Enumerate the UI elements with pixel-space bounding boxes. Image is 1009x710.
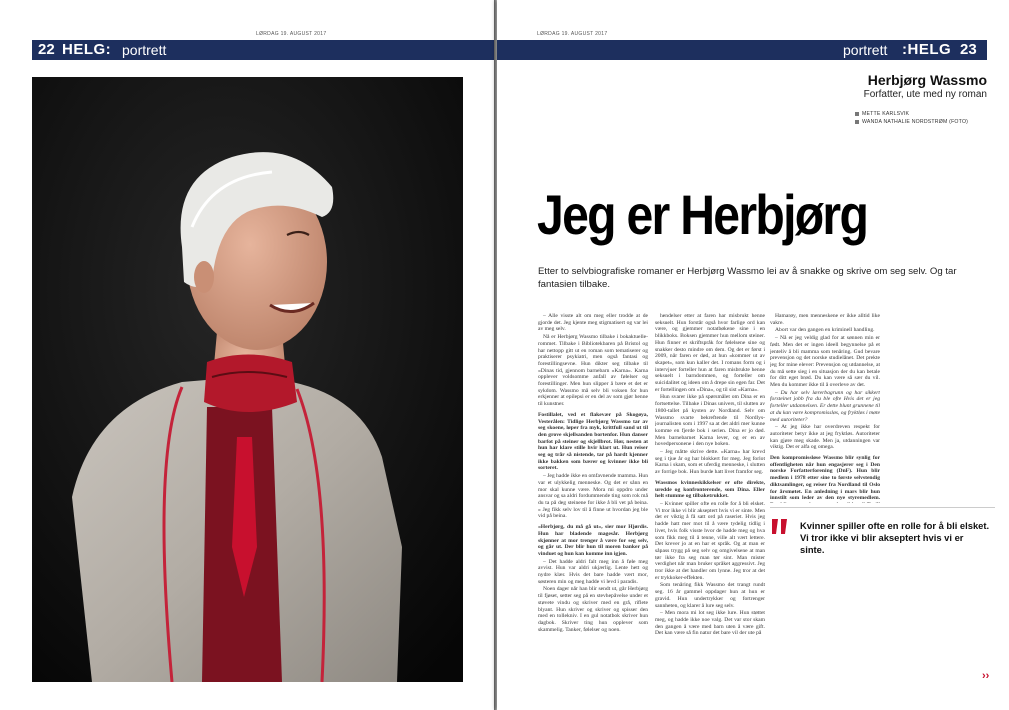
pull-quote-text: Kvinner spiller ofte en rolle for å bli elsket. Vi tror ikke vi blir akseptert hvis vi er sinte. <box>800 520 990 555</box>
page-number: 23 <box>960 41 977 58</box>
article-paragraph: Hun svarer ikke på spørsmålet om Dina er en fortsettelse. Tilbake i Dinas univers, til slutten av 1800-tallet på kysten av Nordland. Selv om Wassmo svarte bekreftende til Nordlys-journalisten som i 1997 sa at det aldri mer kunne komme en fjerde bok i serien. Dina er jo død. Men barnebarnet Karna lever, og er en av hovedpersonene i den nye boken. <box>655 394 765 448</box>
article-paragraph: Den kompromissløse Wassmo blir synlig for offentligheten når hun engasjerer seg i Den norske Forfatterforening (DnF). Hun blir medlem i 1978 etter sine to første selvstendig diktsamlinger, og reiser fra Nordland til Oslo for årsmøtet. En anledning i mars blir hun innstilt som leder av den nye styremedlem. <box>770 455 880 502</box>
article-column-2 <box>655 313 765 703</box>
headline: Jeg er Herbjørg <box>537 183 868 246</box>
section-brand: :HELG <box>902 41 952 58</box>
article-paragraph: – Alle visste alt om meg eller trodde at de gjorde det. Jeg kjente meg stigmatisert og var lei av meg selv. <box>538 313 648 333</box>
pull-quote <box>770 507 995 568</box>
article-paragraph: – Det hadde aldri falt meg inn å føle meg avvist. Hun var aldri ukjærlig. Lente hett og nydre klær. Hvis det bare hadde vært mor, søsteren min og meg hadde vi levd i paradis. <box>538 558 648 585</box>
article-column-1 <box>538 313 648 703</box>
author-credit: METTE KARLSVIK <box>855 111 909 117</box>
dateline: LØRDAG 19. AUGUST 2017 <box>537 31 608 37</box>
article-paragraph: Noen dager når han blir sendt ut, går Herbjørg til fjøset, setter seg på en stevhepåvelse under et støvete vindu og skriver med en grå, riflete blyant. Hun skriver og skriver og spisser den med en tollekniv. I en gul notatbok skriver hun dagbok. Skriver ting hun opplever som skammelig. Tanker, følelser og noen. <box>538 586 648 633</box>
article-paragraph: «Herbjørg, du må gå ut», sier mor Hjørdis. Hun har bladende magesår. Herbjørg skjønner at mor trenger å være for seg selv, og går ut. Der blir hun til moren banker på vinduet og hun kan komme inn igjen. <box>538 524 648 557</box>
article-paragraph: – Jeg måtte skrive dette. «Karna» har krevd seg i tjue år og har blokkert for meg. Jeg forlot Karna i skam, som et uferdig menneske, i slutten av forrige bok. Hun burde hatt livet framfor seg. <box>655 449 765 476</box>
portrait-illustration <box>32 77 463 682</box>
photo-credit: WANDA NATHALIE NORDSTRØM (FOTO) <box>855 119 968 125</box>
article-paragraph: Som tenåring fikk Wassmo det trangt rundt seg. 16 år gammel oppdager hun at hun er gravid. Hun undertrykker og fortrenger sannheten, og klarer å lure seg selv. <box>655 582 765 609</box>
ingress: Etter to selvbiografiske romaner er Herbjørg Wassmo lei av å snakke og skrive om seg selv. Og tar fantasien tilbake. <box>538 266 957 290</box>
article-paragraph: – Nå er jeg veldig glad for at sønnen min er født. Men det er ingen ideell begynnelse på et jentelív å bli mamma som tenåring. Gud bevare prevensjon og det norske studielånet. Det prekte jeg for mine elever: Prevensjon og utdannelse, at du må sette sieg i en situasjon der du kan betale for ditt eget brød. Du kan være så sær du vil. Men du kommer ikke til å overleve av det. <box>770 335 880 389</box>
article-paragraph: – At jeg ikke har overdreven respekt for autoriteter betyr ikke at jeg fryktløs. Autoriteter kan gjøre meg skade. Men ja, utdanningen var viktig. Det er alfa og omega. <box>770 424 880 451</box>
portrait-photo <box>32 77 463 682</box>
byline-name: Herbjørg Wassmo <box>867 72 987 88</box>
article-paragraph: – Kvinner spiller ofte en rolle for å bli elsket. Vi tror ikke vi blir akseptert hvis vi er sinte. Men det er viktig å få satt ord på raseriet. Hvis jeg hadde hatt mer mot til å være tydelig tidlig i livet, hvis folk visste hvor de hadde meg og hva som fikk meg til å tenne, ville alt vært lettere. Det krever jo at en har et språk. Og at man er såpass trygg på seg selv og omgivelsene at man tør ikke fra seg man tør sint. Man mister verdighet når man bruker språket aggressivt. Jeg tror ikke at det handler om lynne. Jeg tror at det er trykkoker-effekten. <box>655 500 765 581</box>
article-paragraph: – Du har selv lærerbagrunn og har sikkert forsteinet jobb fra du ble ofte Hvis det er jeg forteller utdannelsen. Er dette blunt grunnene til at du kan være kompromissløs, og fryktløs i møte med autoriteter? <box>770 389 880 423</box>
section-header-bar <box>497 40 987 60</box>
article-paragraph: Abort var den gangen en kriminell handling. <box>775 327 875 334</box>
quote-mark-icon <box>770 516 792 538</box>
section-name: portrett <box>843 42 888 58</box>
left-page <box>0 0 494 710</box>
continued-marker: ›› <box>982 670 990 682</box>
article-paragraph: Nå er Herbjørg Wassmo tilbake i bokaktuelle-rommet. Tilbake i Bibliotekbaren på Bristol og har nettopp gitt ut en roman som tematiserer og praktiserer psykiatri, men også fantasi og forestillingsevne. Hun dikter seg tilbake til «Dinas tid, gjennom barnebarn «Karna». Karna opplever voldsomme anfall av følelser og forestillinger. Men hun slipper å bære et det er sykdom. Wassmo må selv bli voksen for hun erkjenner at epilepsi er en del av som gjør henne til kunstner. <box>538 334 648 408</box>
page-number: 22 <box>38 41 55 58</box>
right-page <box>497 0 1009 710</box>
dateline: LØRDAG 19. AUGUST 2017 <box>256 31 327 37</box>
article-column-3 <box>770 313 880 503</box>
article-paragraph: – Men mora mi lot seg ikke lure. Hun støttet meg, og hadde ikke noe valg. Det var stor skam den gangen å være med barn uten å være gift. Det kan være så fin natur det bare vil der ute på <box>655 610 765 637</box>
article-paragraph: hendelser etter at faren har misbrukt henne seksuelt. Hun forstår også hvor farlige ord kan være, og gjemmer notatbøkene sine i en blikkboks. Boksen gjemmer hun mellom steiner. Hun finner et skriftspråk for følelsene sine og snakker desto mindre om dem. Og det er først i 2009, når faren er død, at hun «kommer ut av skapet», som kun kaller det. I romans form og i intervjuer forteller hun at faren misbrukte henne seksuelt i barndommen, og forteller om suicidalitet og ideen om å drepe sin egen far. Det er fortellingen om «Dina», og til sist «Karna». <box>655 313 765 393</box>
byline-description: Forfatter, ute med ny roman <box>863 89 987 100</box>
section-header-bar <box>32 40 494 60</box>
article-paragraph: Hamarøy, men menneskene er ikke alltid like vakre. <box>770 313 880 326</box>
article-paragraph: – Jeg hadde ikke en omfavnende mamma. Hun var et ulykkelig menneske. Og det er sånn en mor skal kunne være. Mora mi oppdro under ansvar og sa aldri fordummende ting som rok må du ta på deg steinene for ikke å bli vet på beina. » Jeg fikk selv lov til å finne ut hvordan jeg ble vid på beina. <box>538 473 648 520</box>
article-paragraph: Wassmos kvinneskikkelser er ofte direkte, uredde og konfronterende, som Dina. Eller helt stumme og tilbaketrukket. <box>655 479 765 500</box>
section-brand: HELG: <box>62 41 112 58</box>
section-name: portrett <box>122 42 167 58</box>
article-paragraph: Fostillalet, ved et flakevær på Skogøya, Vesterålen: Tidlige Herbjørg Wassmo tar av seg skoene, løper fra myk, krittfull sand ut til den grove skjellsanden bortenfor. Hun danser barfot på steiner og skjellbrot. Hør, nesten at hun har klare stille hvir klart ut. Hun reiser seg og trår så nistende, tar på hardt kjenner ikke bakken som bærer og kvinner ikke bli sorteret. <box>538 411 648 472</box>
